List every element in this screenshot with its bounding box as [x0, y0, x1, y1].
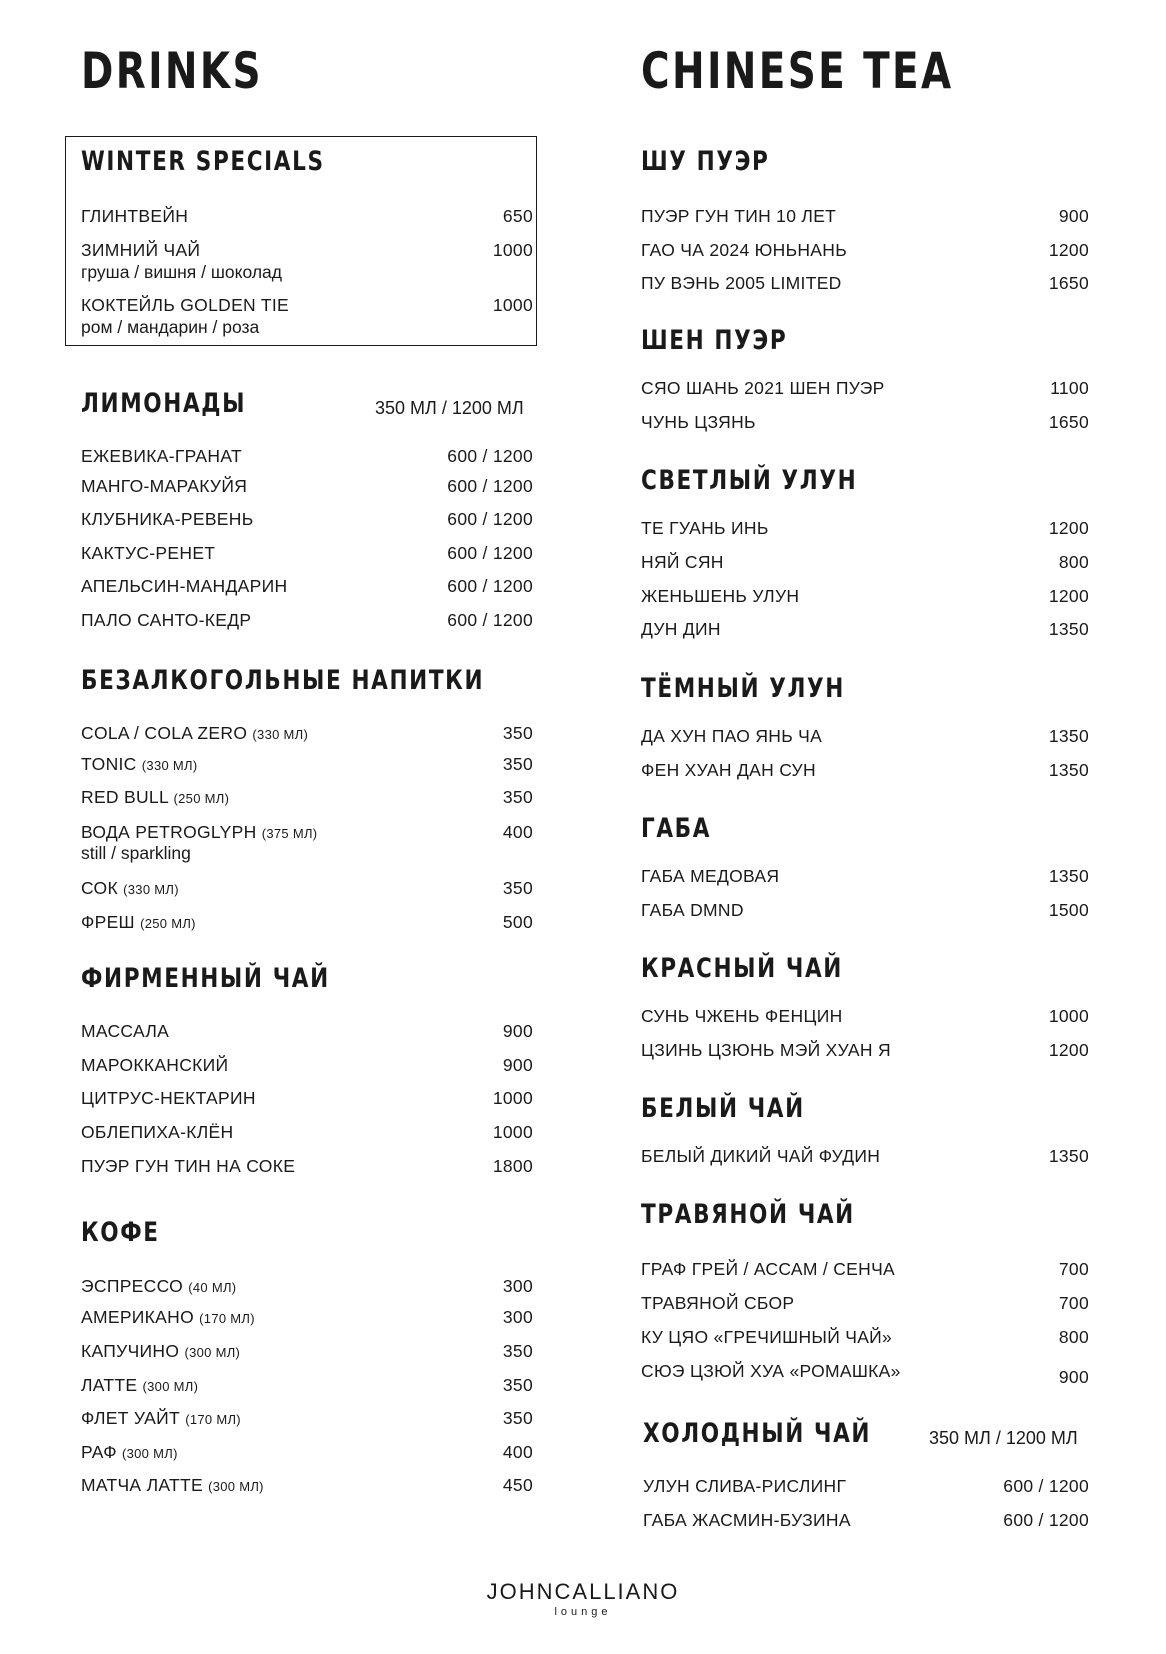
- item-name: КОКТЕЙЛЬ GOLDEN TIE: [81, 295, 289, 315]
- item-price: 600 / 1200: [447, 610, 533, 630]
- menu-item: [81, 1156, 533, 1177]
- item-name: БЕЛЫЙ ДИКИЙ ЧАЙ ФУДИН: [641, 1146, 881, 1166]
- item-price: 600 / 1200: [447, 446, 533, 466]
- item-name: АМЕРИКАНО: [81, 1307, 194, 1327]
- item-name: ПУЭР ГУН ТИН НА СОКЕ: [81, 1156, 296, 1176]
- menu-item: [641, 206, 1089, 227]
- item-name: RED BULL: [81, 787, 169, 807]
- item-name: ЖЕНЬШЕНЬ УЛУН: [641, 586, 800, 606]
- item-volume: (170 МЛ): [199, 1311, 255, 1326]
- footer-logo: [0, 1579, 1166, 1618]
- item-name: МАССАЛА: [81, 1021, 170, 1041]
- item-name: ГАБА МЕДОВАЯ: [641, 866, 780, 886]
- category-shu-puer: ШУ ПУЭР: [641, 146, 770, 177]
- menu-item: [641, 1040, 1089, 1061]
- brand-subtitle: lounge: [554, 1606, 612, 1618]
- menu-item: [641, 273, 1089, 294]
- item-name: УЛУН СЛИВА-РИСЛИНГ: [643, 1476, 847, 1496]
- item-price: 350: [502, 787, 533, 807]
- item-price: 600 / 1200: [1003, 1510, 1089, 1530]
- menu-item: [81, 1375, 533, 1396]
- item-price: 1200: [1048, 586, 1089, 606]
- item-volume: (300 МЛ): [208, 1479, 264, 1494]
- category-white-tea: БЕЛЫЙ ЧАЙ: [641, 1093, 805, 1124]
- category-red-tea: КРАСНЫЙ ЧАЙ: [641, 953, 843, 984]
- menu-item: [641, 552, 1089, 573]
- item-price: 600 / 1200: [1003, 1476, 1089, 1496]
- menu-item: [81, 509, 533, 530]
- menu-item: [641, 378, 1089, 399]
- menu-item: [81, 1408, 533, 1429]
- item-price: 300: [502, 1307, 533, 1327]
- item-name: ЭСПРЕССО: [81, 1276, 184, 1296]
- item-name: СУНЬ ЧЖЕНЬ ФЕНЦИН: [641, 1006, 843, 1026]
- item-price: 350: [502, 1375, 533, 1395]
- item-price: 1200: [1048, 518, 1089, 538]
- menu-item: [81, 240, 533, 261]
- menu-item: [641, 760, 1089, 781]
- item-name: TONIC: [81, 754, 137, 774]
- item-description: still / sparkling: [81, 843, 191, 863]
- menu-item: [81, 1276, 533, 1297]
- menu-item: [641, 412, 1089, 433]
- category-light-oolong: СВЕТЛЫЙ УЛУН: [641, 465, 858, 496]
- menu-item: [81, 1307, 533, 1328]
- item-price: 600 / 1200: [447, 576, 533, 596]
- menu-item: [641, 240, 1089, 261]
- item-price: 1800: [492, 1156, 533, 1176]
- menu-item: [641, 619, 1089, 640]
- menu-item: [81, 610, 533, 631]
- menu-item: [81, 543, 533, 564]
- item-price: 1000: [492, 295, 533, 315]
- item-price: 1350: [1048, 1146, 1089, 1166]
- menu-item: [81, 822, 533, 843]
- item-name: ТЕ ГУАНЬ ИНЬ: [641, 518, 769, 538]
- item-price: 1350: [1048, 760, 1089, 780]
- page-title-drinks: DRINKS: [81, 42, 263, 100]
- item-price: 350: [502, 1341, 533, 1361]
- item-price: 500: [502, 912, 533, 932]
- menu-item: [641, 866, 1089, 887]
- menu-item: [81, 476, 533, 497]
- item-price: 300: [502, 1276, 533, 1296]
- menu-item: [81, 1442, 533, 1463]
- menu-item: [81, 1021, 533, 1042]
- item-name: ПУЭР ГУН ТИН 10 ЛЕТ: [641, 206, 837, 226]
- category-signature-tea: ФИРМЕННЫЙ ЧАЙ: [81, 963, 330, 994]
- menu-item: [641, 586, 1089, 607]
- item-price: 1200: [1048, 240, 1089, 260]
- item-price: 1200: [1048, 1040, 1089, 1060]
- item-price: 600 / 1200: [447, 476, 533, 496]
- menu-item: [641, 900, 1089, 921]
- item-price: 1650: [1048, 273, 1089, 293]
- item-volume: (250 МЛ): [173, 791, 230, 806]
- item-name: КАПУЧИНО: [81, 1341, 180, 1361]
- item-price: 400: [502, 1442, 533, 1462]
- item-price: 350: [502, 754, 533, 774]
- item-price: 650: [502, 206, 533, 226]
- item-name: ФРЕШ: [81, 912, 135, 932]
- item-price: 700: [1058, 1259, 1089, 1279]
- item-description: ром / мандарин / роза: [81, 317, 260, 337]
- menu-item: [641, 726, 1089, 747]
- menu-item: [81, 1088, 533, 1109]
- item-price: 450: [502, 1475, 533, 1495]
- item-name: РАФ: [81, 1442, 117, 1462]
- item-name: СЯО ШАНЬ 2021 ШЕН ПУЭР: [641, 378, 885, 398]
- item-name: ДА ХУН ПАО ЯНЬ ЧА: [641, 726, 823, 746]
- item-name: ДУН ДИН: [641, 619, 721, 639]
- page-title-chinese-tea: CHINESE TEA: [641, 42, 954, 100]
- item-name: ФЕН ХУАН ДАН СУН: [641, 760, 816, 780]
- item-name: ЦИТРУС-НЕКТАРИН: [81, 1088, 256, 1108]
- item-price: 1100: [1050, 378, 1089, 398]
- item-price: 1000: [1048, 1006, 1089, 1026]
- menu-item: [81, 754, 533, 775]
- item-name: COLA / COLA ZERO: [81, 723, 248, 743]
- item-name: НЯЙ СЯН: [641, 552, 724, 572]
- category-dark-oolong: ТЁМНЫЙ УЛУН: [641, 673, 845, 704]
- item-volume: (330 МЛ): [123, 882, 179, 897]
- category-gaba: ГАБА: [641, 813, 712, 844]
- item-price: 1350: [1048, 726, 1089, 746]
- menu-item: [81, 787, 533, 808]
- item-name: КАКТУС-РЕНЕТ: [81, 543, 216, 563]
- item-price: 350: [502, 723, 533, 743]
- menu-item: [81, 1475, 533, 1496]
- category-cold-tea: ХОЛОДНЫЙ ЧАЙ: [643, 1418, 872, 1449]
- item-volume: (300 МЛ): [142, 1379, 199, 1394]
- item-name: СОК: [81, 878, 118, 898]
- item-name: КЛУБНИКА-РЕВЕНЬ: [81, 509, 254, 529]
- item-name: ОБЛЕПИХА-КЛЁН: [81, 1122, 234, 1142]
- item-price: 1000: [492, 1122, 533, 1142]
- volume-note: 350 МЛ / 1200 МЛ: [375, 398, 524, 418]
- item-name: ЗИМНИЙ ЧАЙ: [81, 240, 201, 260]
- menu-item: [641, 1146, 1089, 1167]
- menu-item: [641, 1327, 1089, 1348]
- item-name: СЮЭ ЦЗЮЙ ХУА «РОМАШКА»: [641, 1361, 901, 1381]
- item-price: 1500: [1048, 900, 1089, 920]
- item-price: 350: [502, 1408, 533, 1428]
- volume-note: 350 МЛ / 1200 МЛ: [929, 1428, 1078, 1448]
- item-volume: (300 МЛ): [184, 1345, 241, 1360]
- item-price: 900: [502, 1055, 533, 1075]
- menu-item: [641, 1293, 1089, 1314]
- brand-name: JOHNCALLIANO: [486, 1579, 680, 1604]
- item-price: 600 / 1200: [447, 543, 533, 563]
- menu-item: [81, 723, 533, 744]
- item-name: ЛАТТЕ: [81, 1375, 138, 1395]
- menu-item: [641, 1259, 1089, 1280]
- category-coffee: КОФЕ: [81, 1217, 160, 1248]
- menu-item: [81, 576, 533, 597]
- item-price: 1000: [492, 1088, 533, 1108]
- item-price: 1650: [1048, 412, 1089, 432]
- menu-item: [81, 878, 533, 899]
- item-volume: (40 МЛ): [188, 1280, 237, 1295]
- menu-item: [81, 446, 533, 467]
- menu-item: [81, 912, 533, 933]
- item-name: МАРОККАНСКИЙ: [81, 1055, 229, 1075]
- item-price: 400: [502, 822, 533, 842]
- menu-item: [81, 1122, 533, 1143]
- item-price: 900: [502, 1021, 533, 1041]
- category-soft-drinks: БЕЗАЛКОГОЛЬНЫЕ НАПИТКИ: [81, 665, 485, 696]
- item-name: ГАО ЧА 2024 ЮНЬНАНЬ: [641, 240, 847, 260]
- menu-item: [643, 1510, 1089, 1531]
- item-price: 800: [1058, 1327, 1089, 1347]
- item-name: ПУ ВЭНЬ 2005 LIMITED: [641, 273, 842, 293]
- item-name: ЧУНЬ ЦЗЯНЬ: [641, 412, 756, 432]
- item-volume: (330 МЛ): [252, 727, 309, 742]
- menu-item: [641, 1006, 1089, 1027]
- menu-item: [641, 518, 1089, 539]
- item-price: 1350: [1048, 619, 1089, 639]
- category-winter-specials: WINTER SPECIALS: [81, 146, 325, 177]
- menu-item: [81, 206, 533, 227]
- item-name: МАТЧА ЛАТТЕ: [81, 1475, 203, 1495]
- item-name: ГАБА DMND: [641, 900, 744, 920]
- item-name: АПЕЛЬСИН-МАНДАРИН: [81, 576, 288, 596]
- item-name: ГАБА ЖАСМИН-БУЗИНА: [643, 1510, 851, 1530]
- item-name: ГРАФ ГРЕЙ / АССАМ / СЕНЧА: [641, 1259, 896, 1279]
- item-price: 900: [1058, 206, 1089, 226]
- item-price: 900: [1058, 1367, 1089, 1387]
- item-name: ЦЗИНЬ ЦЗЮНЬ МЭЙ ХУАН Я: [641, 1040, 891, 1060]
- item-volume: (250 МЛ): [140, 916, 196, 931]
- item-name: ФЛЕТ УАЙТ: [81, 1408, 181, 1428]
- item-name: ГЛИНТВЕЙН: [81, 206, 189, 226]
- item-name: ПАЛО САНТО-КЕДР: [81, 610, 252, 630]
- item-name: ТРАВЯНОЙ СБОР: [641, 1293, 795, 1313]
- menu-item: [641, 1361, 1089, 1387]
- item-name: КУ ЦЯО «ГРЕЧИШНЫЙ ЧАЙ»: [641, 1327, 893, 1347]
- item-volume: (375 МЛ): [261, 826, 318, 841]
- category-shen-puer: ШЕН ПУЭР: [641, 325, 788, 356]
- menu-item: [81, 1341, 533, 1362]
- item-volume: (300 МЛ): [121, 1446, 178, 1461]
- menu-item: [81, 1055, 533, 1076]
- item-price: 700: [1058, 1293, 1089, 1313]
- item-price: 1350: [1048, 866, 1089, 886]
- category-herbal-tea: ТРАВЯНОЙ ЧАЙ: [641, 1199, 855, 1230]
- menu-item: [643, 1476, 1089, 1497]
- item-name: МАНГО-МАРАКУЙЯ: [81, 476, 248, 496]
- item-price: 600 / 1200: [447, 509, 533, 529]
- item-name: ЕЖЕВИКА-ГРАНАТ: [81, 446, 242, 466]
- menu-item: [81, 295, 533, 316]
- item-price: 800: [1058, 552, 1089, 572]
- item-description: груша / вишня / шоколад: [81, 262, 282, 282]
- category-lemonades: ЛИМОНАДЫ: [81, 388, 247, 419]
- item-price: 350: [502, 878, 533, 898]
- item-name: ВОДА PETROGLYPH: [81, 822, 257, 842]
- item-price: 1000: [492, 240, 533, 260]
- item-volume: (170 МЛ): [185, 1412, 241, 1427]
- item-volume: (330 МЛ): [141, 758, 198, 773]
